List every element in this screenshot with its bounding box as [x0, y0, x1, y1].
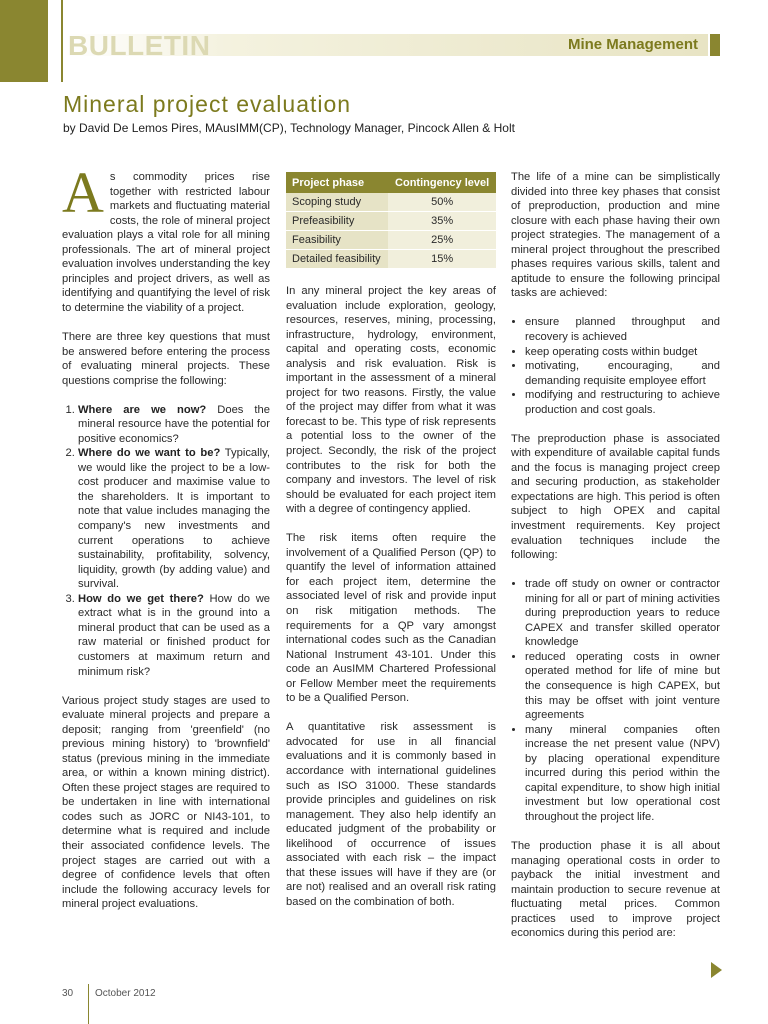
list-item: • ensure planned throughput and recovery is achieved	[525, 315, 720, 344]
page-number: 30	[62, 988, 74, 999]
list-item: • keep operating costs within budget	[525, 345, 720, 360]
mine-life-paragraph: The life of a mine can be simplistically divided into three key phases that consist of preproduction, production and mine closure with each phase having their own project strategies. The management of a mineral project throughout the prescribed phases requires various skills, talent and aptitude to ensure the following principal tasks are achieved:	[511, 171, 720, 300]
table-row	[286, 250, 496, 269]
table-cell-phase: Prefeasibility	[286, 212, 388, 231]
column-2	[286, 284, 496, 924]
article-title: Mineral project evaluation	[63, 91, 352, 117]
evaluation-areas-paragraph: In any mineral project the key areas of evaluation include exploration, geology, resources, reserves, mining, processing, infrastructure, hydrology, environment, capital and operating costs, economic analysis and risk evaluation. Risk is important in the assessment of a mineral project for two reasons. Firstly, the value of the project may differ from what it was forecast to be. This type of risk represents a potential loss to the owner of the project. Secondly, the risk of the project contributes to the risk for both the company and investors. The level of risk should be evaluated for each project item with a degree of contingency applied.	[286, 285, 496, 516]
header-side-block	[0, 0, 48, 82]
list-item: 2. Where do we want to be? Typically, we would like the project to be a low-cost producer and maximise value to the shareholders. It is important to note that value includes managing the company's new investments and current operations to achieve sustainability, profitability, solvency, liquidity, growth (by adding value) and survival.	[78, 446, 270, 591]
table-header-row	[286, 172, 496, 193]
drop-cap: A	[62, 160, 104, 225]
list-item: • many mineral companies often increase the net present value (NPV) by placing operational expenditure incurred during this period within the capital expenditure, to show high initial investment but low operational cost throughout the project life.	[525, 723, 720, 825]
list-item: 3. How do we get there? How do we extract what is in the ground into a mineral product that can be used as a raw material or finished product for customers at maximum return and minimum risk?	[78, 592, 270, 679]
key-questions-list	[62, 403, 270, 679]
bulletin-masthead: BULLETIN	[68, 30, 211, 61]
table-header-phase: Project phase	[286, 172, 388, 193]
table-row	[286, 231, 496, 250]
study-stages-paragraph: Various project study stages are used to evaluate mineral projects and prepare a deposit; ranging from 'greenfield' (no previous mining history) to 'brownfield' status (previous mining in the immediate area, or within a known mining district). Often these project stages are required to be undertaken in line with international codes such as JORC or NI43-101, to determine what is required and include their associated confidence levels. The project stages are carried out with a degree of confidence levels that often include the following accuracy levels for mineral project evaluations.	[62, 694, 270, 911]
table-cell-level: 15%	[388, 250, 496, 269]
header-side-line	[61, 0, 63, 82]
list-item: 1. Where are we now? Does the mineral resource have the potential for positive economics?	[78, 403, 270, 447]
table-header-level: Contingency level	[388, 172, 496, 193]
table-cell-phase: Detailed feasibility	[286, 250, 388, 269]
questions-intro: There are three key questions that must be answered before entering the process of evaluating mineral projects. These questions comprise the following:	[62, 330, 270, 387]
risk-assessment-paragraph: A quantitative risk assessment is advocated for use in all financial evaluations and it is commonly based in accordance with international guidelines such as ISO 31000. These standards provide principles and guidelines on risk management. They also help identify an educated judgment of the probability or likelihood of occurrence of issues associated with each risk – the impact that these issues will have if they are (or are not) realised and an overall risk rating based on the combination of both.	[286, 721, 496, 908]
list-item: • modifying and restructuring to achieve production and cost goals.	[525, 388, 720, 417]
table-cell-level: 35%	[388, 212, 496, 231]
list-item: • motivating, encouraging, and demanding requisite employee effort	[525, 359, 720, 388]
header-band-tab	[710, 34, 720, 56]
footer-divider	[88, 984, 89, 1024]
intro-paragraph: As commodity prices rise together with restricted labour markets and fluctuating material costs, the role of mineral project evaluation plays a vital role for all mining professionals. The art of mineral project evaluation involves understanding the key principles and project drivers, as well as identifying and quantifying the level of risk to determine the viability of a project.	[62, 160, 270, 314]
table-cell-level: 25%	[388, 231, 496, 250]
table-cell-level: 50%	[388, 193, 496, 212]
list-item: • trade off study on owner or contractor mining for all or part of mining activities during preproduction years to reduce CAPEX and transfer skilled operator knowledge	[525, 577, 720, 650]
table-row	[286, 193, 496, 212]
issue-date: October 2012	[95, 988, 156, 999]
table-cell-phase: Scoping study	[286, 193, 388, 212]
list-item: • reduced operating costs in owner operated method for life of mine but the consequence is high CAPEX, but this may be offset with joint venture agreements	[525, 650, 720, 723]
column-1	[62, 160, 270, 926]
continue-arrow-icon[interactable]	[711, 962, 722, 978]
section-label: Mine Management	[567, 36, 698, 53]
evaluation-techniques-list	[511, 577, 720, 824]
qualified-person-paragraph: The risk items often require the involvement of a Qualified Person (QP) to quantify the level of information attained for each project item, determine the associated level of risk and provide input on risk mitigation methods. The requirements for a QP vary amongst international codes such as the Canadian National Instrument 43-101. Under this code an AusIMM Chartered Professional or Fellow Member meet the requirements to be a Qualified Person.	[286, 532, 496, 705]
column-3	[511, 170, 720, 955]
table-row	[286, 212, 496, 231]
article-byline: by David De Lemos Pires, MAusIMM(CP), Technology Manager, Pincock Allen & Holt	[63, 121, 515, 135]
contingency-table	[286, 172, 496, 269]
principal-tasks-list	[511, 315, 720, 417]
table-cell-phase: Feasibility	[286, 231, 388, 250]
production-paragraph: The production phase it is all about managing operational costs in order to payback the initial investment and maintain production to secure revenue at fluctuating metal prices. Common practices used to improve project economics during this period are:	[511, 839, 720, 940]
preproduction-paragraph: The preproduction phase is associated with expenditure of available capital funds and the focus is managing project creep and securing production, as stakeholder expectations are high. This period is often subject to high OPEX and capital investment requirements. Key project evaluation techniques include the following:	[511, 432, 720, 562]
